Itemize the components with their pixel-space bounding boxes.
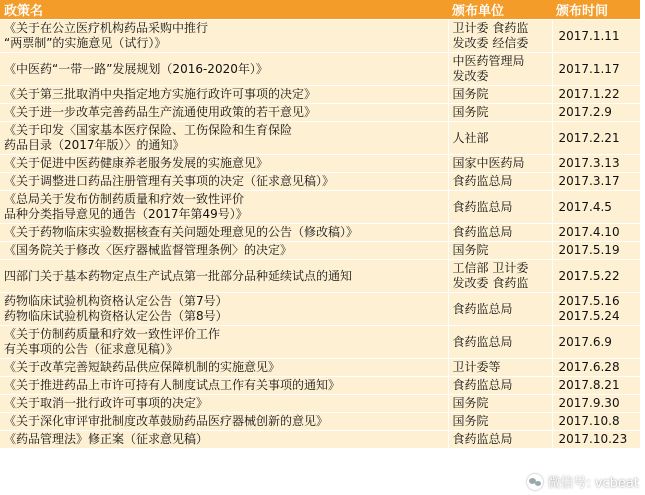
issue-date: 2017.2.21 [558,130,620,145]
policy-name: 有关事项的公告（征求意见稿）》 [4,342,179,356]
issuer-cell [448,53,552,86]
issue-date: 2017.3.13 [558,156,620,170]
date-cell [552,122,640,155]
table-row [0,191,640,224]
policy-name: 品种分类指导意见的通告（2017年第49号）》 [4,207,248,221]
issuer-name: 食药监总局 [452,432,513,446]
policy-cell [0,242,448,260]
policy-name: 《关于在公立医疗机构药品采购中推行 [4,21,209,35]
issuer-cell [448,431,552,449]
policy-cell [0,359,448,377]
policy-name: 《国务院关于修改〈医疗器械监督管理条例〉的决定》 [4,243,293,257]
table-row [0,86,640,104]
date-cell [552,326,640,359]
date-cell [552,377,640,395]
issuer-cell [448,104,552,122]
issue-date: 2017.10.23 [558,432,628,446]
issue-date: 2017.5.22 [558,268,620,283]
wechat-icon [527,474,543,490]
policy-name: “两票制”的实施意见（试行）》 [4,36,167,50]
issuer-name: 国务院 [452,105,489,119]
policy-name: 四部门关于基本药物定点生产试点第一批部分品种延续试点的通知 [4,268,353,283]
issuer-name: 发改委 经信委 [452,36,529,50]
table-row [0,395,640,413]
policy-cell [0,104,448,122]
policy-cell [0,191,448,224]
issuer-cell [448,191,552,224]
policy-cell [0,224,448,242]
policy-cell [0,122,448,155]
policy-name: 《关于进一步改革完善药品生产流通使用政策的若干意见》 [4,105,317,119]
issue-date: 2017.10.8 [558,414,620,428]
issuer-cell [448,20,552,53]
date-cell [552,413,640,431]
policy-name: 药物临床试验机构资格认定公告（第7号） [4,294,228,308]
table-row [0,242,640,260]
policy-name: 《关于仿制药质量和疗效一致性评价工作 [4,327,221,341]
policy-name: 《关于药物临床实验数据核查有关问题处理意见的公告（修改稿）》 [4,225,359,239]
issuer-name: 国务院 [452,87,489,101]
issuer-cell [448,413,552,431]
issuer-cell [448,326,552,359]
issuer-name: 食药监总局 [452,199,513,214]
table-row [0,173,640,191]
issuer-name: 发改委 [452,69,489,83]
issuer-cell [448,377,552,395]
policy-name: 《关于深化审评审批制度改革鼓励药品医疗器械创新的意见》 [4,414,329,428]
issuer-cell [448,359,552,377]
table-row [0,377,640,395]
issuer-name: 国务院 [452,396,489,410]
date-cell [552,293,640,326]
date-cell [552,395,640,413]
issuer-cell [448,224,552,242]
date-cell [552,86,640,104]
policy-cell [0,20,448,53]
policy-name: 《关于第三批取消中央指定地方实施行政许可事项的决定》 [4,87,317,101]
policy-cell [0,395,448,413]
issuer-name: 卫计委 食药监 [452,21,529,35]
policy-name: 药物临床试验机构资格认定公告（第8号） [4,309,228,323]
header-row [0,0,640,20]
issuer-name: 食药监总局 [452,174,513,188]
issuer-name: 食药监总局 [452,301,513,316]
date-cell [552,359,640,377]
date-cell [552,191,640,224]
policy-name: 《关于调整进口药品注册管理有关事项的决定（征求意见稿）》 [4,174,335,188]
issuer-name: 国务院 [452,414,489,428]
issue-date: 2017.2.9 [558,105,612,119]
date-cell [552,242,640,260]
policy-cell [0,326,448,359]
issuer-name: 国务院 [452,243,489,257]
issuer-cell [448,173,552,191]
table-row [0,20,640,53]
issue-date: 2017.1.22 [558,87,620,101]
policy-cell [0,377,448,395]
header-issuer: 颁布单位 [448,0,552,20]
policy-cell [0,260,448,293]
issuer-cell [448,395,552,413]
issue-date: 2017.6.9 [558,334,612,349]
issuer-name: 发改委 食药监 [452,276,529,290]
issuer-cell [448,293,552,326]
issuer-cell [448,155,552,173]
policy-cell [0,173,448,191]
policy-cell [0,431,448,449]
issue-date: 2017.8.21 [558,378,620,392]
issue-date: 2017.5.24 [558,309,620,323]
policy-name: 药品目录（2017年版）〉的通知》 [4,138,185,152]
date-cell [552,155,640,173]
policy-name: 《关于改革完善短缺药品供应保障机制的实施意见》 [4,360,281,374]
issue-date: 2017.4.10 [558,225,620,239]
table-row [0,260,640,293]
table-row [0,326,640,359]
issue-date: 2017.1.11 [558,28,620,43]
policy-cell [0,413,448,431]
issue-date: 2017.4.5 [558,199,612,214]
table-row [0,224,640,242]
table-row [0,413,640,431]
table-row [0,104,640,122]
issue-date: 2017.1.17 [558,61,620,76]
header-policy: 政策名 [0,0,448,20]
policy-name: 《总局关于发布仿制药质量和疗效一致性评价 [4,192,245,206]
issuer-cell [448,242,552,260]
date-cell [552,173,640,191]
policy-name: 《中医药“一带一路”发展规划（2016-2020年）》 [4,61,268,76]
policy-name: 《关于印发〈国家基本医疗保险、工伤保险和生育保险 [4,123,293,137]
date-cell [552,431,640,449]
header-date: 颁布时间 [552,0,640,20]
date-cell [552,260,640,293]
table-row [0,122,640,155]
table-row [0,53,640,86]
watermark [527,472,639,491]
table-row [0,431,640,449]
issuer-cell [448,122,552,155]
issuer-cell [448,86,552,104]
policy-cell [0,293,448,326]
issuer-name: 工信部 卫计委 [452,261,529,275]
date-cell [552,224,640,242]
table-row [0,155,640,173]
policy-name: 《关于推进药品上市许可持有人制度试点工作有关事项的通知》 [4,378,341,392]
policy-cell [0,53,448,86]
policy-name: 《关于促进中医药健康养老服务发展的实施意见》 [4,156,269,170]
table-row [0,293,640,326]
table-row [0,359,640,377]
issue-date: 2017.9.30 [558,396,620,410]
date-cell [552,20,640,53]
policy-name: 《关于取消一批行政许可事项的决定》 [4,396,209,410]
issue-date: 2017.5.19 [558,243,620,257]
issuer-name: 中医药管理局 [452,54,525,68]
policy-cell [0,155,448,173]
issue-date: 2017.6.28 [558,360,620,374]
policy-name: 《药品管理法》修正案（征求意见稿） [4,432,209,446]
issuer-name: 食药监总局 [452,225,513,239]
issuer-name: 卫计委等 [452,360,501,374]
issuer-name: 人社部 [452,130,489,145]
issuer-cell [448,260,552,293]
issue-date: 2017.3.17 [558,174,620,188]
issuer-name: 食药监总局 [452,378,513,392]
date-cell [552,53,640,86]
watermark-text: 微信号: vcbeat [547,476,639,491]
issuer-name: 食药监总局 [452,334,513,349]
policy-cell [0,86,448,104]
date-cell [552,104,640,122]
issuer-name: 国家中医药局 [452,156,525,170]
issue-date: 2017.5.16 [558,294,620,308]
